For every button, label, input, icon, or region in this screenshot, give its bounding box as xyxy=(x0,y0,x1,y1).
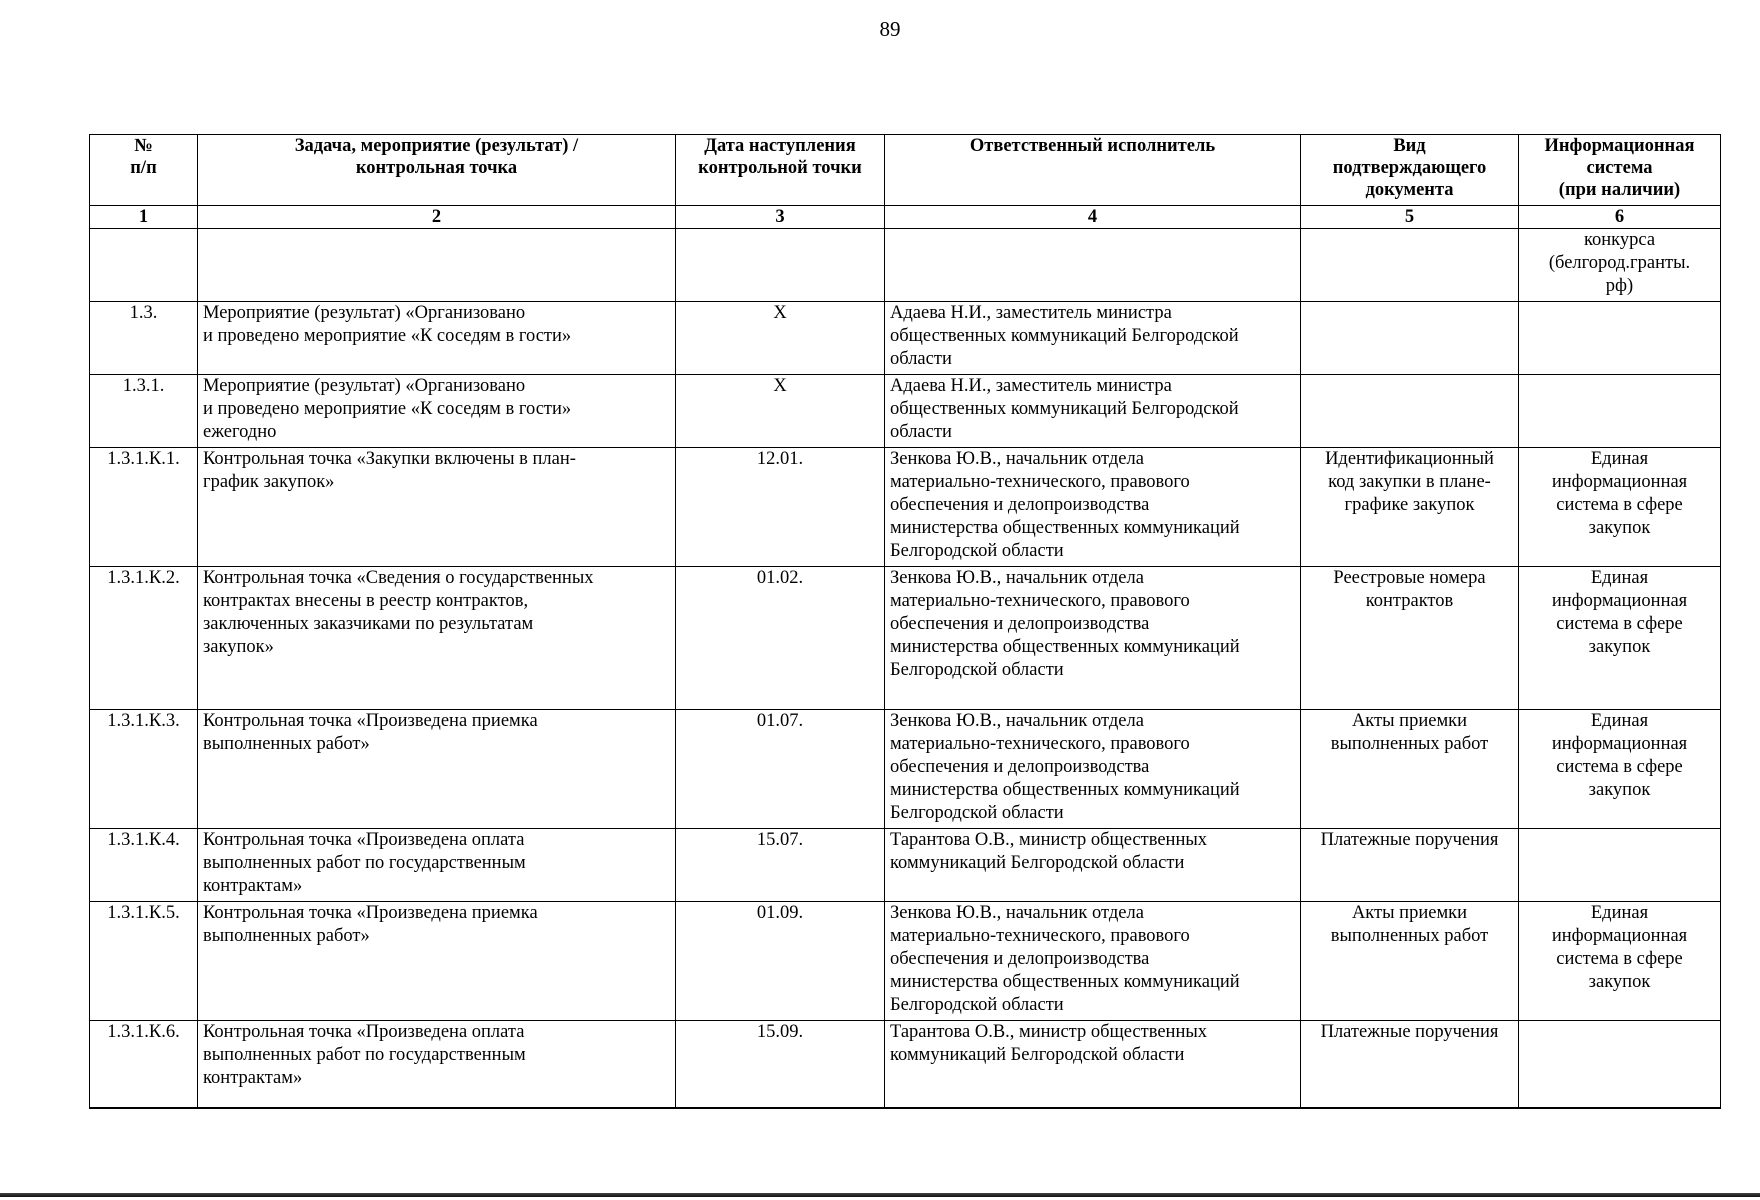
scan-edge-line xyxy=(0,1193,1760,1197)
row-system xyxy=(1519,1021,1721,1108)
column-number: 1 xyxy=(90,206,198,229)
row-system xyxy=(1519,375,1721,448)
row-document: Платежные поручения xyxy=(1301,1021,1519,1108)
row-number: 1.3.1.К.3. xyxy=(90,710,198,829)
column-number-row xyxy=(90,206,1721,229)
row-executor xyxy=(885,229,1301,302)
row-document: Идентификационный код закупки в плане- графике закупок xyxy=(1301,448,1519,567)
header-system: Информационная система (при наличии) xyxy=(1519,135,1721,206)
column-number: 4 xyxy=(885,206,1301,229)
column-number: 2 xyxy=(198,206,676,229)
row-date: Х xyxy=(676,375,885,448)
row-number: 1.3.1.К.2. xyxy=(90,567,198,710)
table-row xyxy=(90,567,1721,710)
row-task: Контрольная точка «Сведения о государственных контрактах внесены в реестр контрактов, заключенных заказчиками по результатам закупок» xyxy=(198,567,676,710)
row-date: 15.09. xyxy=(676,1021,885,1108)
row-executor: Зенкова Ю.В., начальник отдела материально-технического, правового обеспечения и делопроизводства министерства общественных коммуникаций Белгородской области xyxy=(885,710,1301,829)
row-date: 01.02. xyxy=(676,567,885,710)
table-row xyxy=(90,302,1721,375)
header-document: Вид подтверждающего документа xyxy=(1301,135,1519,206)
row-document xyxy=(1301,302,1519,375)
table-row xyxy=(90,902,1721,1021)
header-task: Задача, мероприятие (результат) / контрольная точка xyxy=(198,135,676,206)
header-date: Дата наступления контрольной точки xyxy=(676,135,885,206)
table-row xyxy=(90,710,1721,829)
row-system xyxy=(1519,302,1721,375)
column-number: 6 xyxy=(1519,206,1721,229)
row-date: Х xyxy=(676,302,885,375)
row-task: Мероприятие (результат) «Организовано и проведено мероприятие «К соседям в гости» xyxy=(198,302,676,375)
row-document: Реестровые номера контрактов xyxy=(1301,567,1519,710)
row-task: Контрольная точка «Закупки включены в план- график закупок» xyxy=(198,448,676,567)
column-number: 5 xyxy=(1301,206,1519,229)
row-executor: Адаева Н.И., заместитель министра общественных коммуникаций Белгородской области xyxy=(885,375,1301,448)
row-number: 1.3.1.К.5. xyxy=(90,902,198,1021)
row-system xyxy=(1519,829,1721,902)
row-executor: Зенкова Ю.В., начальник отдела материально-технического, правового обеспечения и делопроизводства министерства общественных коммуникаций Белгородской области xyxy=(885,902,1301,1021)
row-task: Контрольная точка «Произведена приемка выполненных работ» xyxy=(198,710,676,829)
row-document xyxy=(1301,229,1519,302)
table-row xyxy=(90,448,1721,567)
row-date xyxy=(676,229,885,302)
row-number: 1.3.1.К.1. xyxy=(90,448,198,567)
row-executor: Зенкова Ю.В., начальник отдела материально-технического, правового обеспечения и делопроизводства министерства общественных коммуникаций Белгородской области xyxy=(885,448,1301,567)
table-row xyxy=(90,1021,1721,1108)
header-executor: Ответственный исполнитель xyxy=(885,135,1301,206)
row-system: Единая информационная система в сфере закупок xyxy=(1519,448,1721,567)
header-number: № п/п xyxy=(90,135,198,206)
plan-table xyxy=(89,134,1721,1109)
row-task: Контрольная точка «Произведена оплата выполненных работ по государственным контрактам» xyxy=(198,829,676,902)
row-task xyxy=(198,229,676,302)
row-document: Платежные поручения xyxy=(1301,829,1519,902)
row-task: Мероприятие (результат) «Организовано и проведено мероприятие «К соседям в гости» ежегодно xyxy=(198,375,676,448)
row-document: Акты приемки выполненных работ xyxy=(1301,902,1519,1021)
table-row xyxy=(90,375,1721,448)
row-system: конкурса (белгород.гранты. рф) xyxy=(1519,229,1721,302)
row-number: 1.3.1. xyxy=(90,375,198,448)
row-document: Акты приемки выполненных работ xyxy=(1301,710,1519,829)
row-number xyxy=(90,229,198,302)
row-system: Единая информационная система в сфере закупок xyxy=(1519,567,1721,710)
row-date: 15.07. xyxy=(676,829,885,902)
table-row xyxy=(90,829,1721,902)
page-number: 89 xyxy=(879,17,901,41)
row-executor: Тарантова О.В., министр общественных коммуникаций Белгородской области xyxy=(885,829,1301,902)
row-executor: Зенкова Ю.В., начальник отдела материально-технического, правового обеспечения и делопроизводства министерства общественных коммуникаций Белгородской области xyxy=(885,567,1301,710)
row-system: Единая информационная система в сфере закупок xyxy=(1519,902,1721,1021)
row-date: 12.01. xyxy=(676,448,885,567)
row-system: Единая информационная система в сфере закупок xyxy=(1519,710,1721,829)
row-task: Контрольная точка «Произведена оплата выполненных работ по государственным контрактам» xyxy=(198,1021,676,1108)
row-task: Контрольная точка «Произведена приемка выполненных работ» xyxy=(198,902,676,1021)
row-number: 1.3.1.К.4. xyxy=(90,829,198,902)
row-executor: Тарантова О.В., министр общественных коммуникаций Белгородской области xyxy=(885,1021,1301,1108)
row-date: 01.09. xyxy=(676,902,885,1021)
row-executor: Адаева Н.И., заместитель министра общественных коммуникаций Белгородской области xyxy=(885,302,1301,375)
row-date: 01.07. xyxy=(676,710,885,829)
row-document xyxy=(1301,375,1519,448)
row-number: 1.3.1.К.6. xyxy=(90,1021,198,1108)
row-number: 1.3. xyxy=(90,302,198,375)
table-row xyxy=(90,229,1721,302)
header-row xyxy=(90,135,1721,206)
column-number: 3 xyxy=(676,206,885,229)
